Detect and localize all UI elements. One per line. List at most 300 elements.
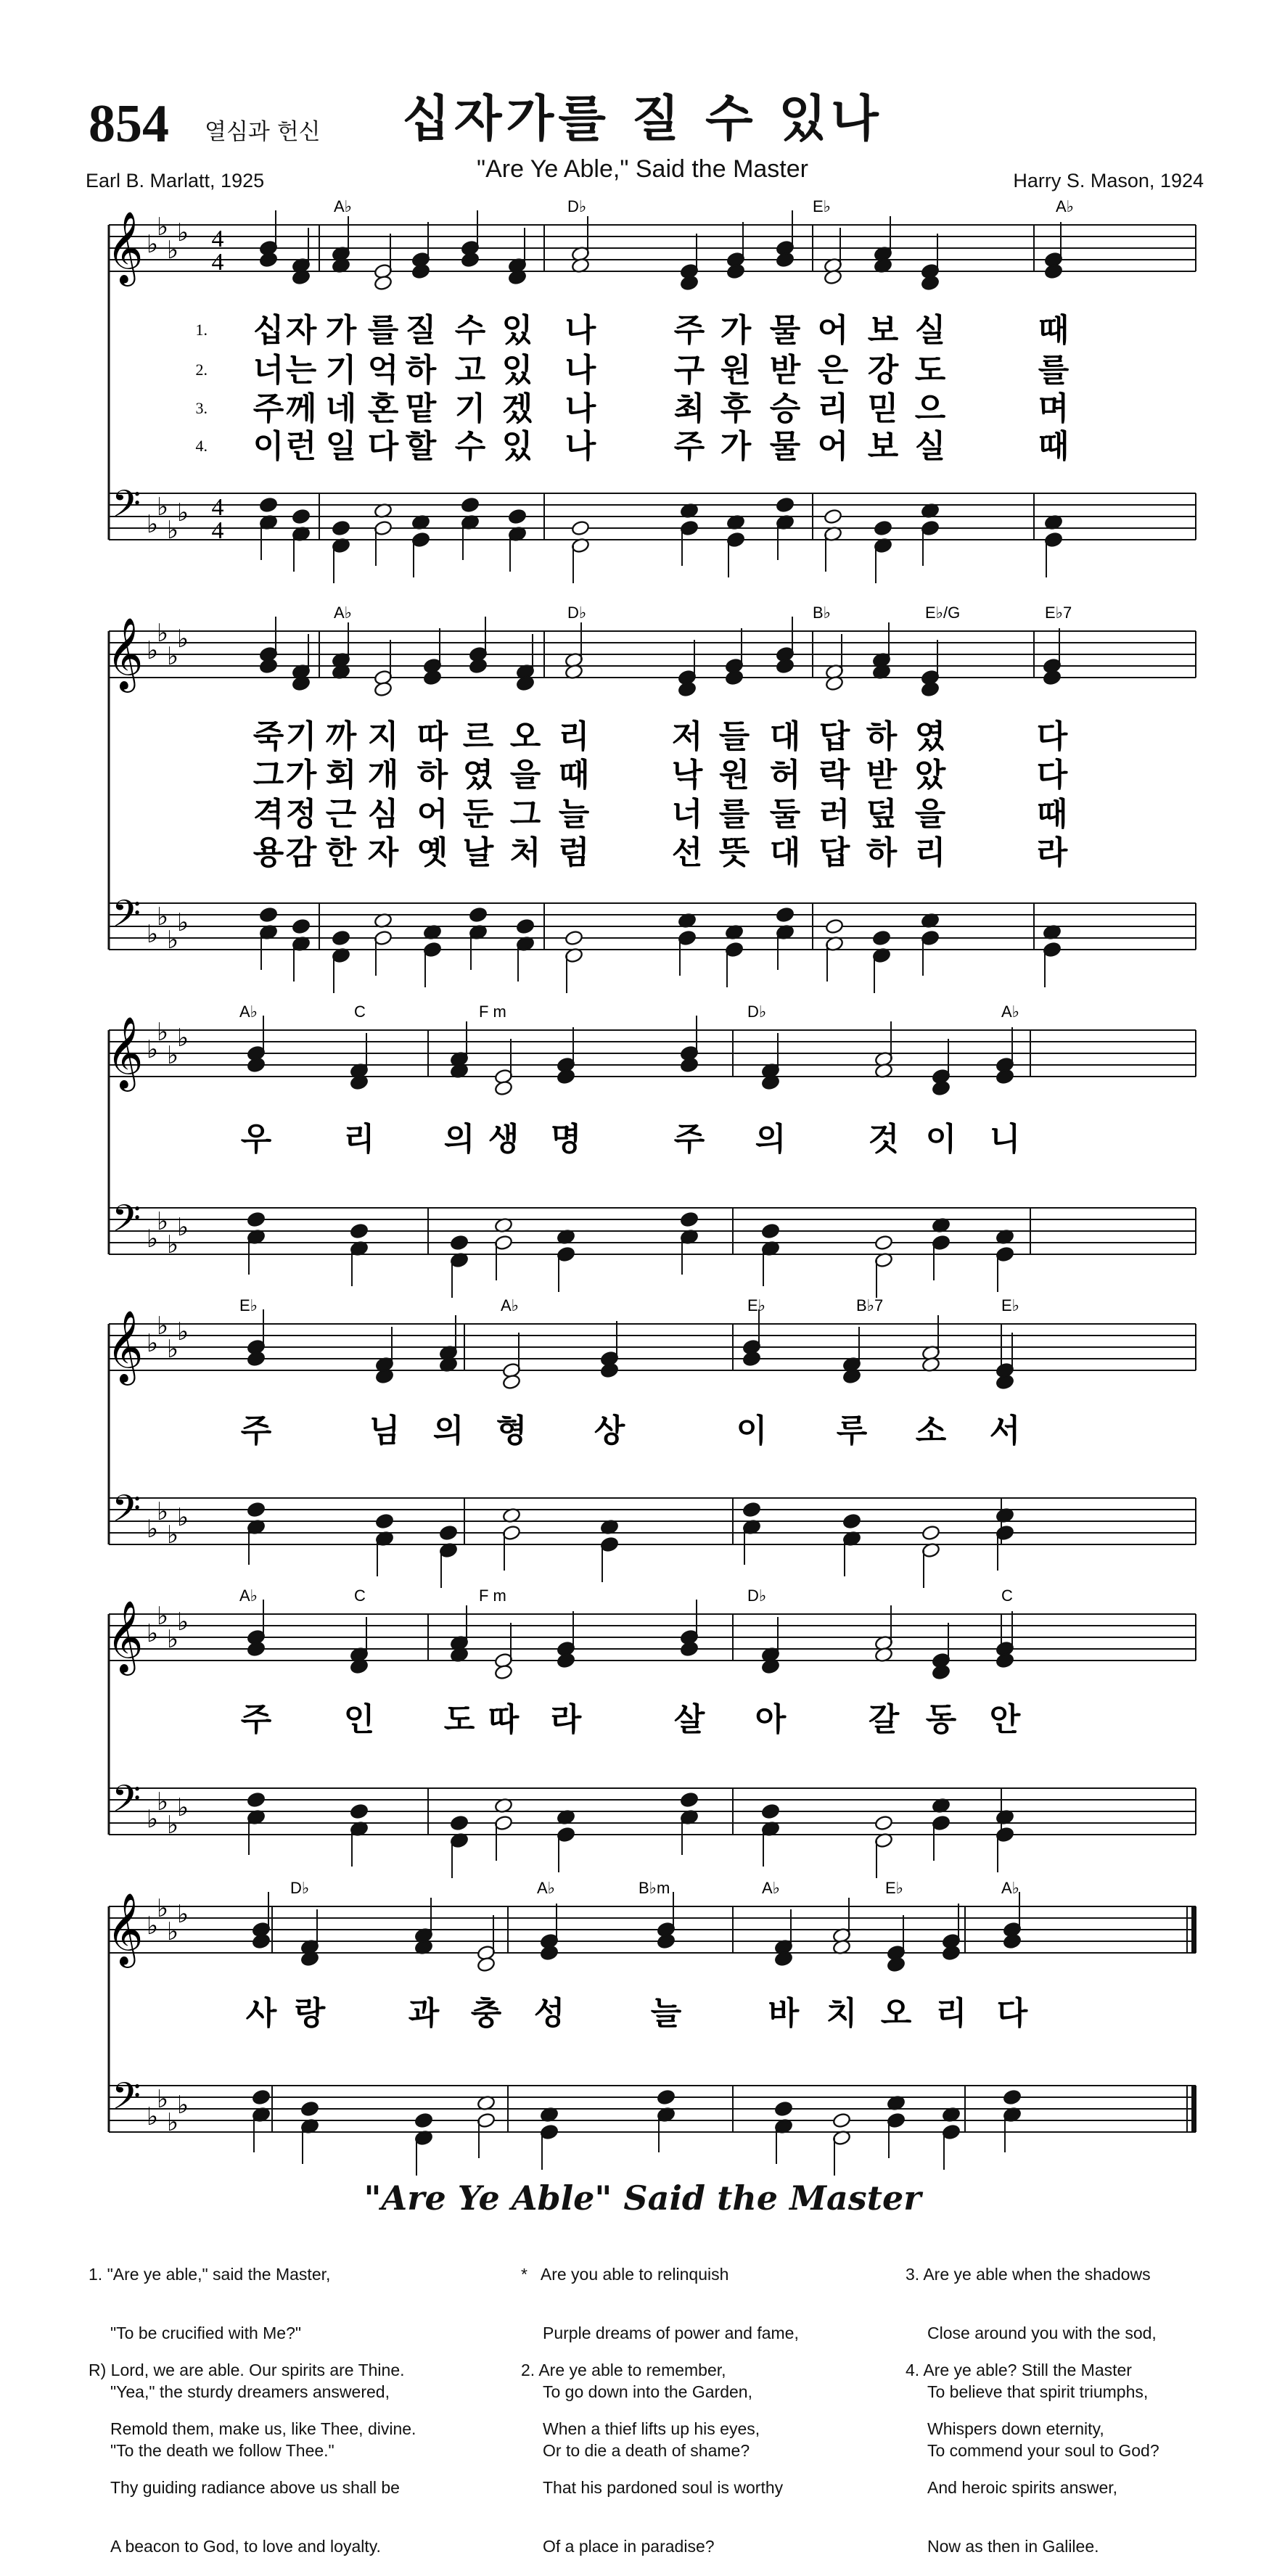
- note-head: [247, 1641, 266, 1658]
- note-head: [872, 930, 891, 947]
- chord-symbol: C: [354, 1003, 366, 1021]
- lyric-syllable: 라: [550, 1701, 582, 1738]
- flat-sign: ♭: [156, 1209, 169, 1235]
- lyric-syllable: 과: [408, 1995, 440, 2032]
- flat-sign: ♭: [176, 1901, 189, 1928]
- note-head: [374, 275, 393, 292]
- lyric-syllable: 도: [914, 352, 946, 389]
- flat-sign: ♭: [146, 1806, 159, 1833]
- flat-sign: ♭: [146, 1516, 159, 1543]
- lyric-syllable: 답: [818, 718, 850, 755]
- lyric-syllable: 후: [720, 390, 752, 427]
- lyric-syllable: 죽: [253, 718, 284, 755]
- note-head: [932, 1664, 951, 1681]
- note-head: [774, 2101, 793, 2118]
- lyric-syllable: 가: [720, 428, 752, 465]
- verse-number: 4.: [195, 437, 208, 455]
- chord-symbol: E♭: [747, 1296, 766, 1314]
- flat-sign: ♭: [146, 231, 159, 258]
- flat-sign: ♭: [166, 1919, 179, 1946]
- note-head: [508, 509, 527, 525]
- flat-sign: ♭: [166, 927, 179, 954]
- lyric-syllable: 믿: [867, 390, 899, 427]
- lyric-syllable: 리: [558, 718, 590, 755]
- note-head: [600, 1362, 619, 1379]
- chord-symbol: A♭: [537, 1879, 556, 1897]
- flat-sign: ♭: [156, 1019, 169, 1046]
- lyric-syllable: 을: [914, 796, 946, 833]
- verse-text: Are ye able when the shadows: [923, 2265, 1151, 2284]
- lyric-syllable: 늘: [558, 796, 590, 833]
- lyric-syllable: 르: [462, 718, 494, 755]
- chord-symbol: A♭: [334, 604, 353, 622]
- verse-line: That his pardoned soul is worthy: [543, 2478, 784, 2497]
- note-head: [657, 2089, 676, 2106]
- chord-symbol: E♭: [885, 1879, 904, 1897]
- lyric-syllable: 으: [914, 390, 946, 427]
- verse-number: *: [521, 2265, 527, 2284]
- lyric-syllable: 원: [718, 757, 750, 794]
- lyric-syllable: 가: [325, 312, 357, 349]
- note-head: [332, 930, 350, 947]
- lyric-syllable: 를: [718, 796, 750, 833]
- note-head: [494, 1080, 513, 1097]
- chord-symbol: B♭7: [856, 1296, 884, 1314]
- note-head: [461, 497, 480, 514]
- bass-clef: 𝄢: [112, 1199, 141, 1248]
- flat-sign: ♭: [166, 1336, 179, 1363]
- lyric-syllable: 때: [1038, 428, 1070, 465]
- note-head: [887, 1956, 906, 1973]
- flat-sign: ♭: [146, 638, 159, 664]
- lyric-syllable: 낙: [671, 757, 703, 794]
- note-head: [469, 658, 488, 675]
- verse-line: To go down into the Garden,: [543, 2382, 752, 2401]
- note-head: [565, 930, 583, 947]
- note-head: [1043, 670, 1062, 686]
- lyric-syllable: 너: [253, 352, 284, 389]
- lyric-syllable: 어: [416, 796, 448, 833]
- lyric-syllable: 나: [565, 312, 596, 349]
- lyric-syllable: 하: [866, 834, 898, 871]
- lyric-syllable: 갈: [868, 1701, 900, 1738]
- lyric-syllable: 다: [996, 1995, 1028, 2032]
- verse-line: Thy guiding radiance above us shall be: [110, 2478, 400, 2497]
- lyric-syllable: 의: [443, 1121, 475, 1158]
- note-head: [776, 252, 795, 268]
- bass-clef: 𝄢: [112, 1779, 141, 1829]
- lyric-syllable: 회: [325, 757, 357, 794]
- verse-line: Whispers down eternity,: [927, 2419, 1104, 2438]
- note-head: [842, 1513, 861, 1530]
- chord-symbol: E♭: [813, 197, 832, 215]
- lyric-syllable: 의: [755, 1121, 787, 1158]
- flat-sign: ♭: [176, 910, 189, 937]
- flat-sign: ♭: [176, 1505, 189, 1531]
- note-head: [678, 681, 697, 698]
- verse-text: Are ye able to remember,: [538, 2361, 726, 2379]
- note-head: [374, 681, 393, 698]
- flat-sign: ♭: [176, 1795, 189, 1822]
- verse-line: Close around you with the sod,: [927, 2324, 1157, 2342]
- chord-symbol: D♭: [567, 604, 587, 622]
- lyric-syllable: 억: [367, 352, 399, 389]
- note-head: [292, 918, 311, 935]
- chord-symbol: D♭: [747, 1003, 767, 1021]
- lyric-syllable: 치: [826, 1995, 858, 2032]
- lyric-syllable: 때: [1038, 312, 1070, 349]
- note-head: [450, 1815, 469, 1832]
- lyric-syllable: 둔: [462, 796, 494, 833]
- note-head: [247, 1057, 266, 1074]
- note-head: [259, 658, 278, 675]
- lyric-syllable: 때: [558, 757, 590, 794]
- lyric-syllable: 이: [925, 1121, 957, 1158]
- hymn-title-korean: 십자가를 질 수 있나: [402, 91, 883, 148]
- flat-sign: ♭: [146, 511, 159, 538]
- lyric-syllable: 승: [769, 390, 801, 427]
- lyric-syllable: 고: [454, 352, 486, 389]
- lyric-syllable: 덮: [866, 796, 898, 833]
- lyric-syllable: 주: [673, 312, 705, 349]
- lyric-syllable: 하: [866, 718, 898, 755]
- flat-sign: ♭: [166, 643, 179, 670]
- lyric-syllable: 를: [1038, 352, 1070, 389]
- note-head: [995, 1069, 1014, 1085]
- lyric-syllable: 할: [405, 428, 437, 465]
- chord-symbol: B♭: [813, 604, 832, 622]
- flat-sign: ♭: [146, 1330, 159, 1357]
- treble-clef: 𝄞: [106, 619, 144, 688]
- note-head: [502, 1374, 521, 1391]
- note-head: [932, 1080, 951, 1097]
- note-head: [557, 1653, 575, 1669]
- lyric-syllable: 너: [671, 796, 703, 833]
- note-head: [252, 1933, 271, 1950]
- chord-symbol: A♭: [239, 1003, 258, 1021]
- flat-sign: ♭: [176, 220, 189, 247]
- verse-line: Of a place in paradise?: [543, 2537, 715, 2556]
- flat-sign: ♭: [166, 1522, 179, 1549]
- chord-symbol: F m: [479, 1003, 506, 1021]
- lyric-syllable: 네: [325, 390, 357, 427]
- lyric-syllable: 주: [240, 1701, 272, 1738]
- lyric-syllable: 정: [285, 796, 317, 833]
- note-head: [824, 509, 842, 525]
- lyric-syllable: 감: [285, 834, 317, 871]
- lyric-syllable: 서: [989, 1412, 1021, 1449]
- english-verse-2: [521, 2321, 783, 2576]
- lyric-syllable: 가: [720, 312, 752, 349]
- lyric-syllable: 있: [501, 352, 533, 389]
- verse-line: [521, 2361, 783, 2380]
- note-head: [995, 1653, 1014, 1669]
- note-head: [292, 509, 311, 525]
- flat-sign: ♭: [146, 921, 159, 948]
- note-head: [450, 1235, 469, 1251]
- verse-line: A beacon to God, to love and loyalty.: [110, 2537, 381, 2556]
- verse-line: [906, 2361, 1132, 2380]
- note-head: [540, 1945, 559, 1962]
- chord-symbol: B♭m: [639, 1879, 670, 1897]
- lyric-syllable: 강: [867, 352, 899, 389]
- lyric-syllable: 근: [325, 796, 357, 833]
- note-head: [469, 907, 488, 923]
- lyric-syllable: 맡: [405, 390, 437, 427]
- note-head: [259, 252, 278, 268]
- flat-sign: ♭: [176, 500, 189, 527]
- lyric-syllable: 날: [462, 834, 494, 871]
- lyric-syllable: 나: [565, 428, 596, 465]
- note-head: [571, 520, 590, 537]
- verse-line: Or to die a death of shame?: [543, 2441, 750, 2460]
- lyric-syllable: 가: [285, 757, 317, 794]
- lyric-syllable: 어: [817, 428, 849, 465]
- verse-text: Lord, we are able. Our spirits are Thine.: [110, 2361, 405, 2379]
- lyric-syllable: 도: [443, 1701, 475, 1738]
- verse-text: Are ye able? Still the Master: [923, 2361, 1132, 2379]
- note-head: [776, 658, 795, 675]
- verse-line: And heroic spirits answer,: [927, 2478, 1118, 2497]
- lyric-syllable: 받: [866, 757, 898, 794]
- flat-sign: ♭: [156, 1603, 169, 1630]
- lyric-syllable: 니: [989, 1121, 1021, 1158]
- lyric-syllable: 며: [1038, 390, 1070, 427]
- treble-clef: 𝄞: [106, 1894, 144, 1964]
- lyric-syllable: 때: [1036, 796, 1068, 833]
- lyric-syllable: 보: [867, 312, 899, 349]
- verse-line: Purple dreams of power and fame,: [543, 2324, 799, 2342]
- verse-number: 2.: [195, 361, 208, 379]
- note-head: [423, 670, 442, 686]
- lyric-syllable: 리: [914, 834, 946, 871]
- note-head: [247, 1351, 266, 1367]
- lyric-syllable: 한: [325, 834, 357, 871]
- lyric-syllable: 생: [488, 1121, 520, 1158]
- lyric-syllable: 늘: [650, 1995, 682, 2032]
- flat-sign: ♭: [156, 214, 169, 241]
- time-signature-top: 4: [211, 226, 224, 252]
- note-head: [1044, 263, 1063, 280]
- lyric-syllable: 나: [565, 390, 596, 427]
- time-signature-bottom: 4: [211, 249, 224, 276]
- lyric-syllable: 보: [867, 428, 899, 465]
- lyric-syllable: 형: [496, 1412, 527, 1449]
- lyric-syllable: 일: [325, 428, 357, 465]
- chord-symbol: E♭/G: [925, 604, 961, 622]
- verse-number: R): [89, 2361, 107, 2379]
- lyric-syllable: 수: [454, 428, 486, 465]
- english-hymn-title: "Are Ye Able" Said the Master: [364, 2178, 921, 2218]
- note-head: [350, 1223, 369, 1240]
- chord-symbol: E♭: [1001, 1296, 1020, 1314]
- lyric-syllable: 격: [253, 796, 284, 833]
- lyric-syllable: 럼: [558, 834, 590, 871]
- note-head: [300, 2101, 319, 2118]
- lyric-syllable: 실: [914, 428, 946, 465]
- note-head: [516, 918, 535, 935]
- lyric-syllable: 은: [817, 352, 849, 389]
- lyric-syllable: 들: [718, 718, 750, 755]
- note-head: [921, 275, 940, 292]
- note-head: [259, 497, 278, 514]
- note-head: [411, 263, 430, 280]
- note-head: [247, 1792, 266, 1808]
- note-head: [247, 1502, 266, 1518]
- lyric-syllable: 러: [818, 796, 850, 833]
- lyric-syllable: 그: [253, 757, 284, 794]
- lyric-syllable: 기: [325, 352, 357, 389]
- lyric-syllable: 였: [914, 718, 946, 755]
- verse-line: "Yea," the sturdy dreamers answered,: [110, 2382, 390, 2401]
- flat-sign: ♭: [176, 626, 189, 653]
- time-signature-top: 4: [211, 494, 224, 521]
- lyric-syllable: 겠: [501, 390, 533, 427]
- bass-clef: 𝄢: [112, 1489, 141, 1539]
- lyric-syllable: 주: [673, 1121, 705, 1158]
- note-head: [439, 1525, 458, 1542]
- lyric-syllable: 살: [673, 1701, 705, 1738]
- note-head: [680, 1211, 699, 1228]
- note-head: [657, 1933, 676, 1950]
- flat-sign: ♭: [166, 1232, 179, 1259]
- verse-number: 2.: [521, 2361, 535, 2379]
- lyric-syllable: 소: [915, 1412, 947, 1449]
- verse-number: 1.: [195, 321, 208, 339]
- flat-sign: ♭: [156, 620, 169, 647]
- lyric-syllable: 성: [533, 1995, 565, 2032]
- english-refrain: [89, 2321, 416, 2576]
- flat-sign: ♭: [166, 517, 179, 544]
- verse-number: 3.: [906, 2265, 920, 2284]
- lyric-syllable: 명: [550, 1121, 582, 1158]
- lyric-syllable: 주: [673, 428, 705, 465]
- lyric-syllable: 답: [818, 834, 850, 871]
- treble-clef: 𝄞: [106, 1018, 144, 1087]
- lyric-syllable: 물: [769, 428, 801, 465]
- flat-sign: ♭: [156, 1896, 169, 1922]
- hymn-category: 열심과 헌신: [205, 119, 321, 145]
- note-head: [1003, 1933, 1022, 1950]
- lyric-syllable: 둘: [769, 796, 801, 833]
- flat-sign: ♭: [156, 494, 169, 521]
- verse-line: [89, 2265, 390, 2284]
- lyric-syllable: 충: [470, 1995, 502, 2032]
- lyric-syllable: 지: [367, 718, 399, 755]
- lyric-syllable: 옛: [416, 834, 448, 871]
- lyric-syllable: 오: [509, 718, 541, 755]
- chord-symbol: E♭7: [1045, 604, 1072, 622]
- chord-symbol: A♭: [501, 1296, 520, 1314]
- lyric-syllable: 랑: [294, 1995, 326, 2032]
- note-head: [375, 1513, 394, 1530]
- treble-clef: 𝄞: [106, 213, 144, 282]
- lyric-syllable: 아: [755, 1701, 787, 1738]
- lyric-syllable: 주: [253, 390, 284, 427]
- note-head: [726, 263, 745, 280]
- lyric-syllable: 있: [501, 428, 533, 465]
- lyric-syllable: 리: [817, 390, 849, 427]
- lyric-syllable: 어: [817, 312, 849, 349]
- hymn-number: 854: [89, 94, 169, 154]
- verse-number: 4.: [906, 2361, 920, 2379]
- lyric-syllable: 사: [245, 1995, 277, 2032]
- note-head: [942, 1945, 961, 1962]
- chord-symbol: D♭: [747, 1587, 767, 1605]
- note-head: [776, 497, 795, 514]
- note-head: [832, 2112, 851, 2129]
- lyric-syllable: 우: [240, 1121, 272, 1158]
- note-head: [414, 2112, 433, 2129]
- lyric-syllable: 다: [367, 428, 399, 465]
- composer: Harry S. Mason, 1924: [1013, 170, 1204, 192]
- lyric-syllable: 질: [405, 312, 437, 349]
- lyric-syllable: 락: [818, 757, 850, 794]
- verse-line: [906, 2265, 1159, 2284]
- note-head: [461, 252, 480, 268]
- lyric-syllable: 처: [509, 834, 541, 871]
- lyric-syllable: 았: [914, 757, 946, 794]
- chord-symbol: D♭: [567, 197, 587, 215]
- lyric-syllable: 리: [343, 1121, 375, 1158]
- flat-sign: ♭: [166, 1812, 179, 1839]
- lyric-syllable: 수: [454, 312, 486, 349]
- verse-line: [521, 2265, 799, 2284]
- lyric-syllable: 오: [880, 1995, 912, 2032]
- note-head: [725, 670, 744, 686]
- lyric-syllable: 를: [367, 312, 399, 349]
- lyric-syllable: 허: [769, 757, 801, 794]
- lyric-syllable: 런: [285, 428, 317, 465]
- note-head: [680, 275, 699, 292]
- flat-sign: ♭: [176, 1214, 189, 1241]
- note-head: [259, 907, 278, 923]
- verse-line: "To be crucified with Me?": [110, 2324, 302, 2342]
- lyric-syllable: 하: [405, 352, 437, 389]
- lyric-syllable: 기: [285, 718, 317, 755]
- chord-symbol: A♭: [762, 1879, 781, 1897]
- lyric-syllable: 자: [367, 834, 399, 871]
- verse-number: 3.: [195, 399, 208, 417]
- lyric-syllable: 까: [325, 718, 357, 755]
- verse-line: To believe that spirit triumphs,: [927, 2382, 1149, 2401]
- chord-symbol: A♭: [1001, 1879, 1020, 1897]
- lyricist: Earl B. Marlatt, 1925: [86, 170, 265, 192]
- flat-sign: ♭: [166, 237, 179, 264]
- note-head: [995, 1374, 1014, 1391]
- lyric-syllable: 하: [416, 757, 448, 794]
- flat-sign: ♭: [166, 1626, 179, 1653]
- flat-sign: ♭: [176, 1609, 189, 1636]
- flat-sign: ♭: [156, 904, 169, 931]
- lyric-syllable: 께: [285, 390, 317, 427]
- hymn-title-english: "Are Ye Able," Said the Master: [477, 155, 808, 183]
- treble-clef: 𝄞: [106, 1312, 144, 1381]
- verse-line: Now as then in Galilee.: [927, 2537, 1099, 2556]
- note-head: [825, 918, 844, 935]
- note-head: [874, 1815, 893, 1832]
- flat-sign: ♭: [166, 1042, 179, 1069]
- lyric-syllable: 최: [673, 390, 705, 427]
- flat-sign: ♭: [176, 2092, 189, 2119]
- flat-sign: ♭: [156, 1789, 169, 1816]
- lyric-syllable: 자: [285, 312, 317, 349]
- lyric-syllable: 이: [253, 428, 284, 465]
- bass-clef: 𝄢: [112, 485, 141, 534]
- chord-symbol: F m: [479, 1587, 506, 1605]
- chord-symbol: A♭: [334, 197, 353, 215]
- chord-symbol: A♭: [1056, 197, 1075, 215]
